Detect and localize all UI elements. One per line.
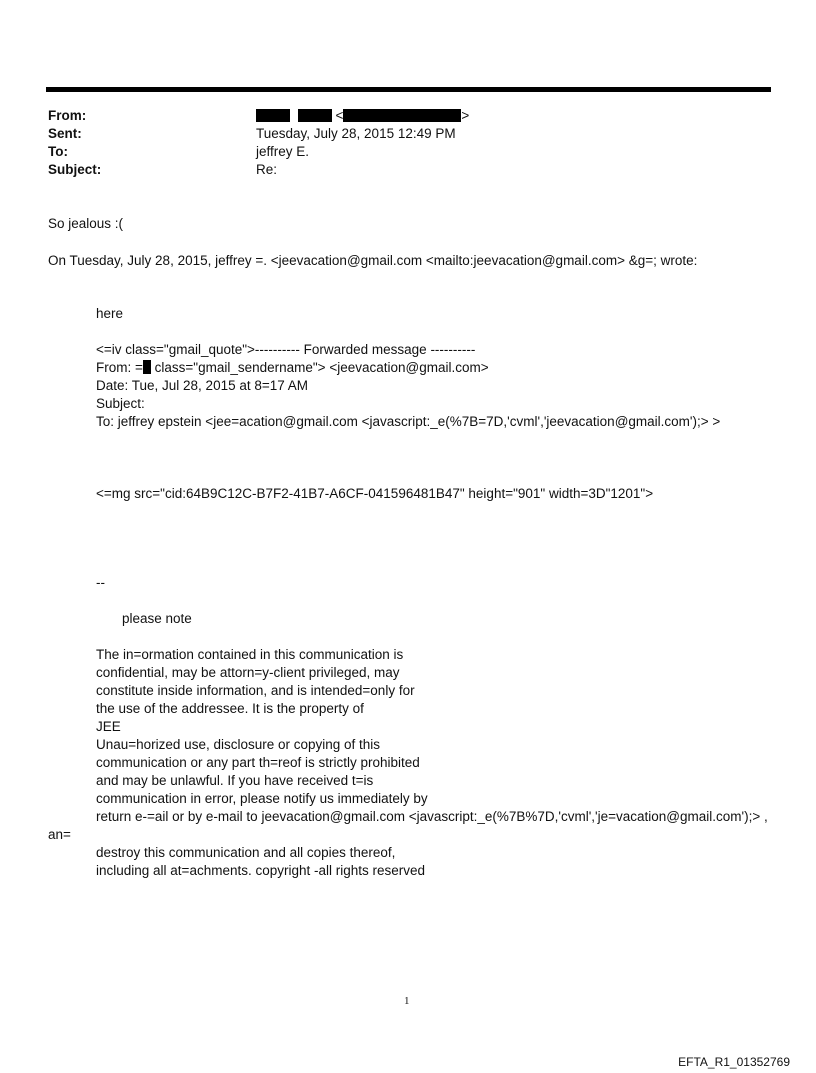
subject-value: Re: <box>256 162 278 177</box>
page-number: 1 <box>404 995 410 1007</box>
from-prefix: From: = <box>96 360 143 375</box>
reply-text: So jealous :( <box>48 216 124 231</box>
from-label: From: <box>48 108 87 123</box>
notice-line: destroy this communication and all copies thereof, <box>96 845 396 860</box>
notice-line: confidential, may be attorn=y-client privileged, may <box>96 665 400 680</box>
image-tag: <=mg src="cid:64B9C12C-B7F2-41B7-A6CF-041596481B47" height="901" width=3D"1201"> <box>96 486 654 501</box>
from-suffix: class="gmail_sendername"> <jeevacation@gmail.com> <box>150 360 489 375</box>
please-note: please note <box>122 611 192 626</box>
bates-number: EFTA_R1_01352769 <box>678 1055 790 1069</box>
to-label: To: <box>48 144 68 159</box>
top-rule <box>46 87 771 92</box>
attribution-line: On Tuesday, July 28, 2015, jeffrey =. <jeevacation@gmail.com <mailto:jeevacation@gmail.com> &g=; wrote: <box>48 253 698 268</box>
redaction <box>256 109 290 122</box>
sent-label: Sent: <box>48 126 82 141</box>
notice-line: return e-=ail or by e-mail to jeevacation@gmail.com <javascript:_e(%7B%7D,'cvml','je=vacation@gmail.com');> , <box>96 809 768 824</box>
notice-line: including all at=achments. copyright -all rights reserved <box>96 863 426 878</box>
forwarded-from <box>96 359 489 377</box>
signature-separator: -- <box>96 575 105 590</box>
notice-line: communication or any part th=reof is strictly prohibited <box>96 755 420 770</box>
notice-line: constitute inside information, and is intended=only for <box>96 683 415 698</box>
notice-line: and may be unlawful. If you have received t=is <box>96 773 374 788</box>
from-lt: < <box>335 108 344 123</box>
forwarded-marker: <=iv class="gmail_quote">---------- Forwarded message ---------- <box>96 342 476 357</box>
here-text: here <box>96 306 124 321</box>
redaction <box>298 109 332 122</box>
from-value <box>256 107 469 125</box>
notice-line: Unau=horized use, disclosure or copying of this <box>96 737 381 752</box>
forwarded-to: To: jeffrey epstein <jee=acation@gmail.com <javascript:_e(%7B=7D,'cvml','jeevacation@gmail.com');> > <box>96 414 721 429</box>
subject-label: Subject: <box>48 162 102 177</box>
notice-line: communication in error, please notify us immediately by <box>96 791 428 806</box>
to-value: jeffrey E. <box>256 144 310 159</box>
wrapped-fragment: an= <box>48 827 71 842</box>
sent-value: Tuesday, July 28, 2015 12:49 PM <box>256 126 456 141</box>
redaction <box>343 109 461 122</box>
notice-line: the use of the addressee. It is the property of <box>96 701 364 716</box>
notice-line: The in=ormation contained in this communication is <box>96 647 404 662</box>
redaction <box>143 360 151 374</box>
notice-line: JEE <box>96 719 121 734</box>
from-gt: > <box>461 108 470 123</box>
forwarded-subject: Subject: <box>96 396 145 411</box>
forwarded-date: Date: Tue, Jul 28, 2015 at 8=17 AM <box>96 378 309 393</box>
